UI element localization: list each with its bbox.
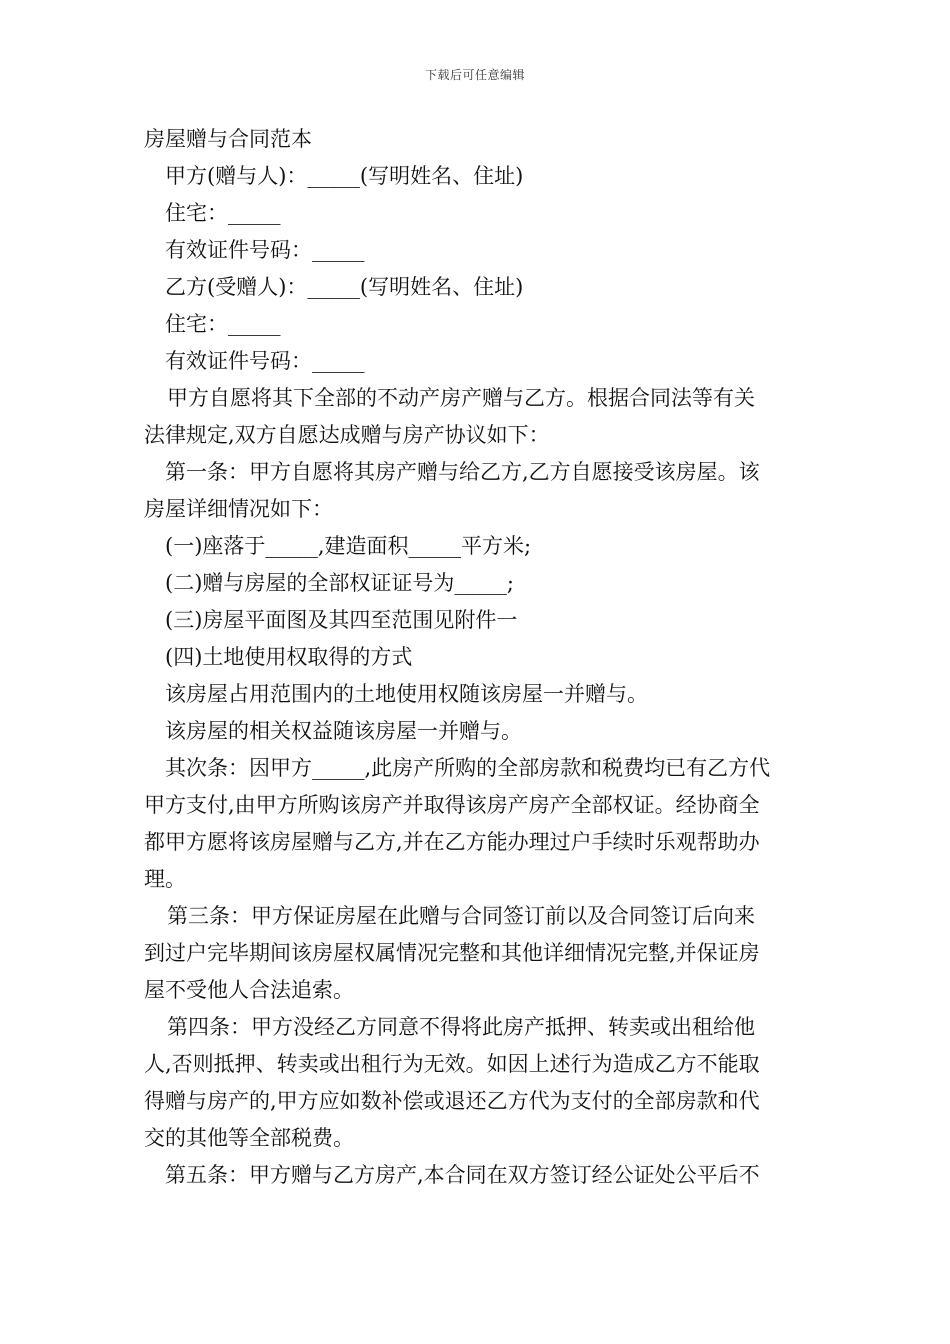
preamble-line: 法律规定,双方自愿达成赠与房产协议如下： bbox=[144, 423, 550, 447]
article-2-line: 其次条：因甲方_____,此房产所购的全部房款和税费均已有乙方代 bbox=[165, 756, 771, 780]
article-3-line: 到过户完毕期间该房屋权属情况完整和其他详细情况完整,并保证房 bbox=[144, 941, 760, 965]
preamble-line: 甲方自愿将其下全部的不动产房产赠与乙方。根据合同法等有关 bbox=[167, 386, 755, 410]
article-1-line: 第一条：甲方自愿将其房产赠与给乙方,乙方自愿接受该房屋。该 bbox=[165, 460, 760, 484]
article-1-line: 房屋详细情况如下： bbox=[144, 497, 333, 521]
article-2-line: 都甲方愿将该房屋赠与乙方,并在乙方能办理过户手续时乐观帮助办 bbox=[144, 830, 760, 854]
party-a-id-number: 有效证件号码：_____ bbox=[165, 238, 365, 262]
article-4-line: 第四条：甲方没经乙方同意不得将此房产抵押、转卖或出租给他 bbox=[167, 1015, 755, 1039]
article-1-item-3: (三)房屋平面图及其四至范围见附件一 bbox=[165, 608, 518, 632]
article-1-item-4: (四)土地使用权取得的方式 bbox=[165, 645, 413, 669]
article-1-related-rights: 该房屋的相关权益随该房屋一并赠与。 bbox=[165, 719, 522, 743]
article-4-line: 得赠与房产的,甲方应如数补偿或退还乙方代为支付的全部房款和代 bbox=[144, 1089, 760, 1113]
article-5-line: 第五条：甲方赠与乙方房产,本合同在双方签订经公证处公平后不 bbox=[165, 1163, 760, 1187]
article-4-line: 交的其他等全部税费。 bbox=[144, 1126, 354, 1150]
article-4-line: 人,否则抵押、转卖或出租行为无效。如因上述行为造成乙方不能取 bbox=[144, 1052, 760, 1076]
party-a-name: 甲方(赠与人)：_____(写明姓名、住址) bbox=[165, 164, 524, 188]
party-a-residence: 住宅：_____ bbox=[165, 201, 281, 225]
article-2-line: 甲方支付,由甲方所购该房产并取得该房产房产全部权证。经协商全 bbox=[144, 793, 760, 817]
document-title: 房屋赠与合同范本 bbox=[144, 127, 312, 151]
article-1-land-rights: 该房屋占用范围内的土地使用权随该房屋一并赠与。 bbox=[165, 682, 648, 706]
party-b-residence: 住宅：_____ bbox=[165, 312, 281, 336]
article-2-line: 理。 bbox=[144, 867, 186, 891]
document-body bbox=[144, 121, 808, 1194]
article-3-line: 第三条：甲方保证房屋在此赠与合同签订前以及合同签订后向来 bbox=[167, 904, 755, 928]
article-3-line: 屋不受他人合法追索。 bbox=[144, 978, 354, 1002]
party-b-name: 乙方(受赠人)：_____(写明姓名、住址) bbox=[165, 275, 524, 299]
article-1-item-2: (二)赠与房屋的全部权证证号为_____; bbox=[165, 571, 514, 595]
article-1-item-1: (一)座落于_____,建造面积_____平方米; bbox=[165, 534, 532, 558]
party-b-id-number: 有效证件号码：_____ bbox=[165, 349, 365, 373]
header-note: 下载后可任意编辑 bbox=[424, 68, 525, 82]
